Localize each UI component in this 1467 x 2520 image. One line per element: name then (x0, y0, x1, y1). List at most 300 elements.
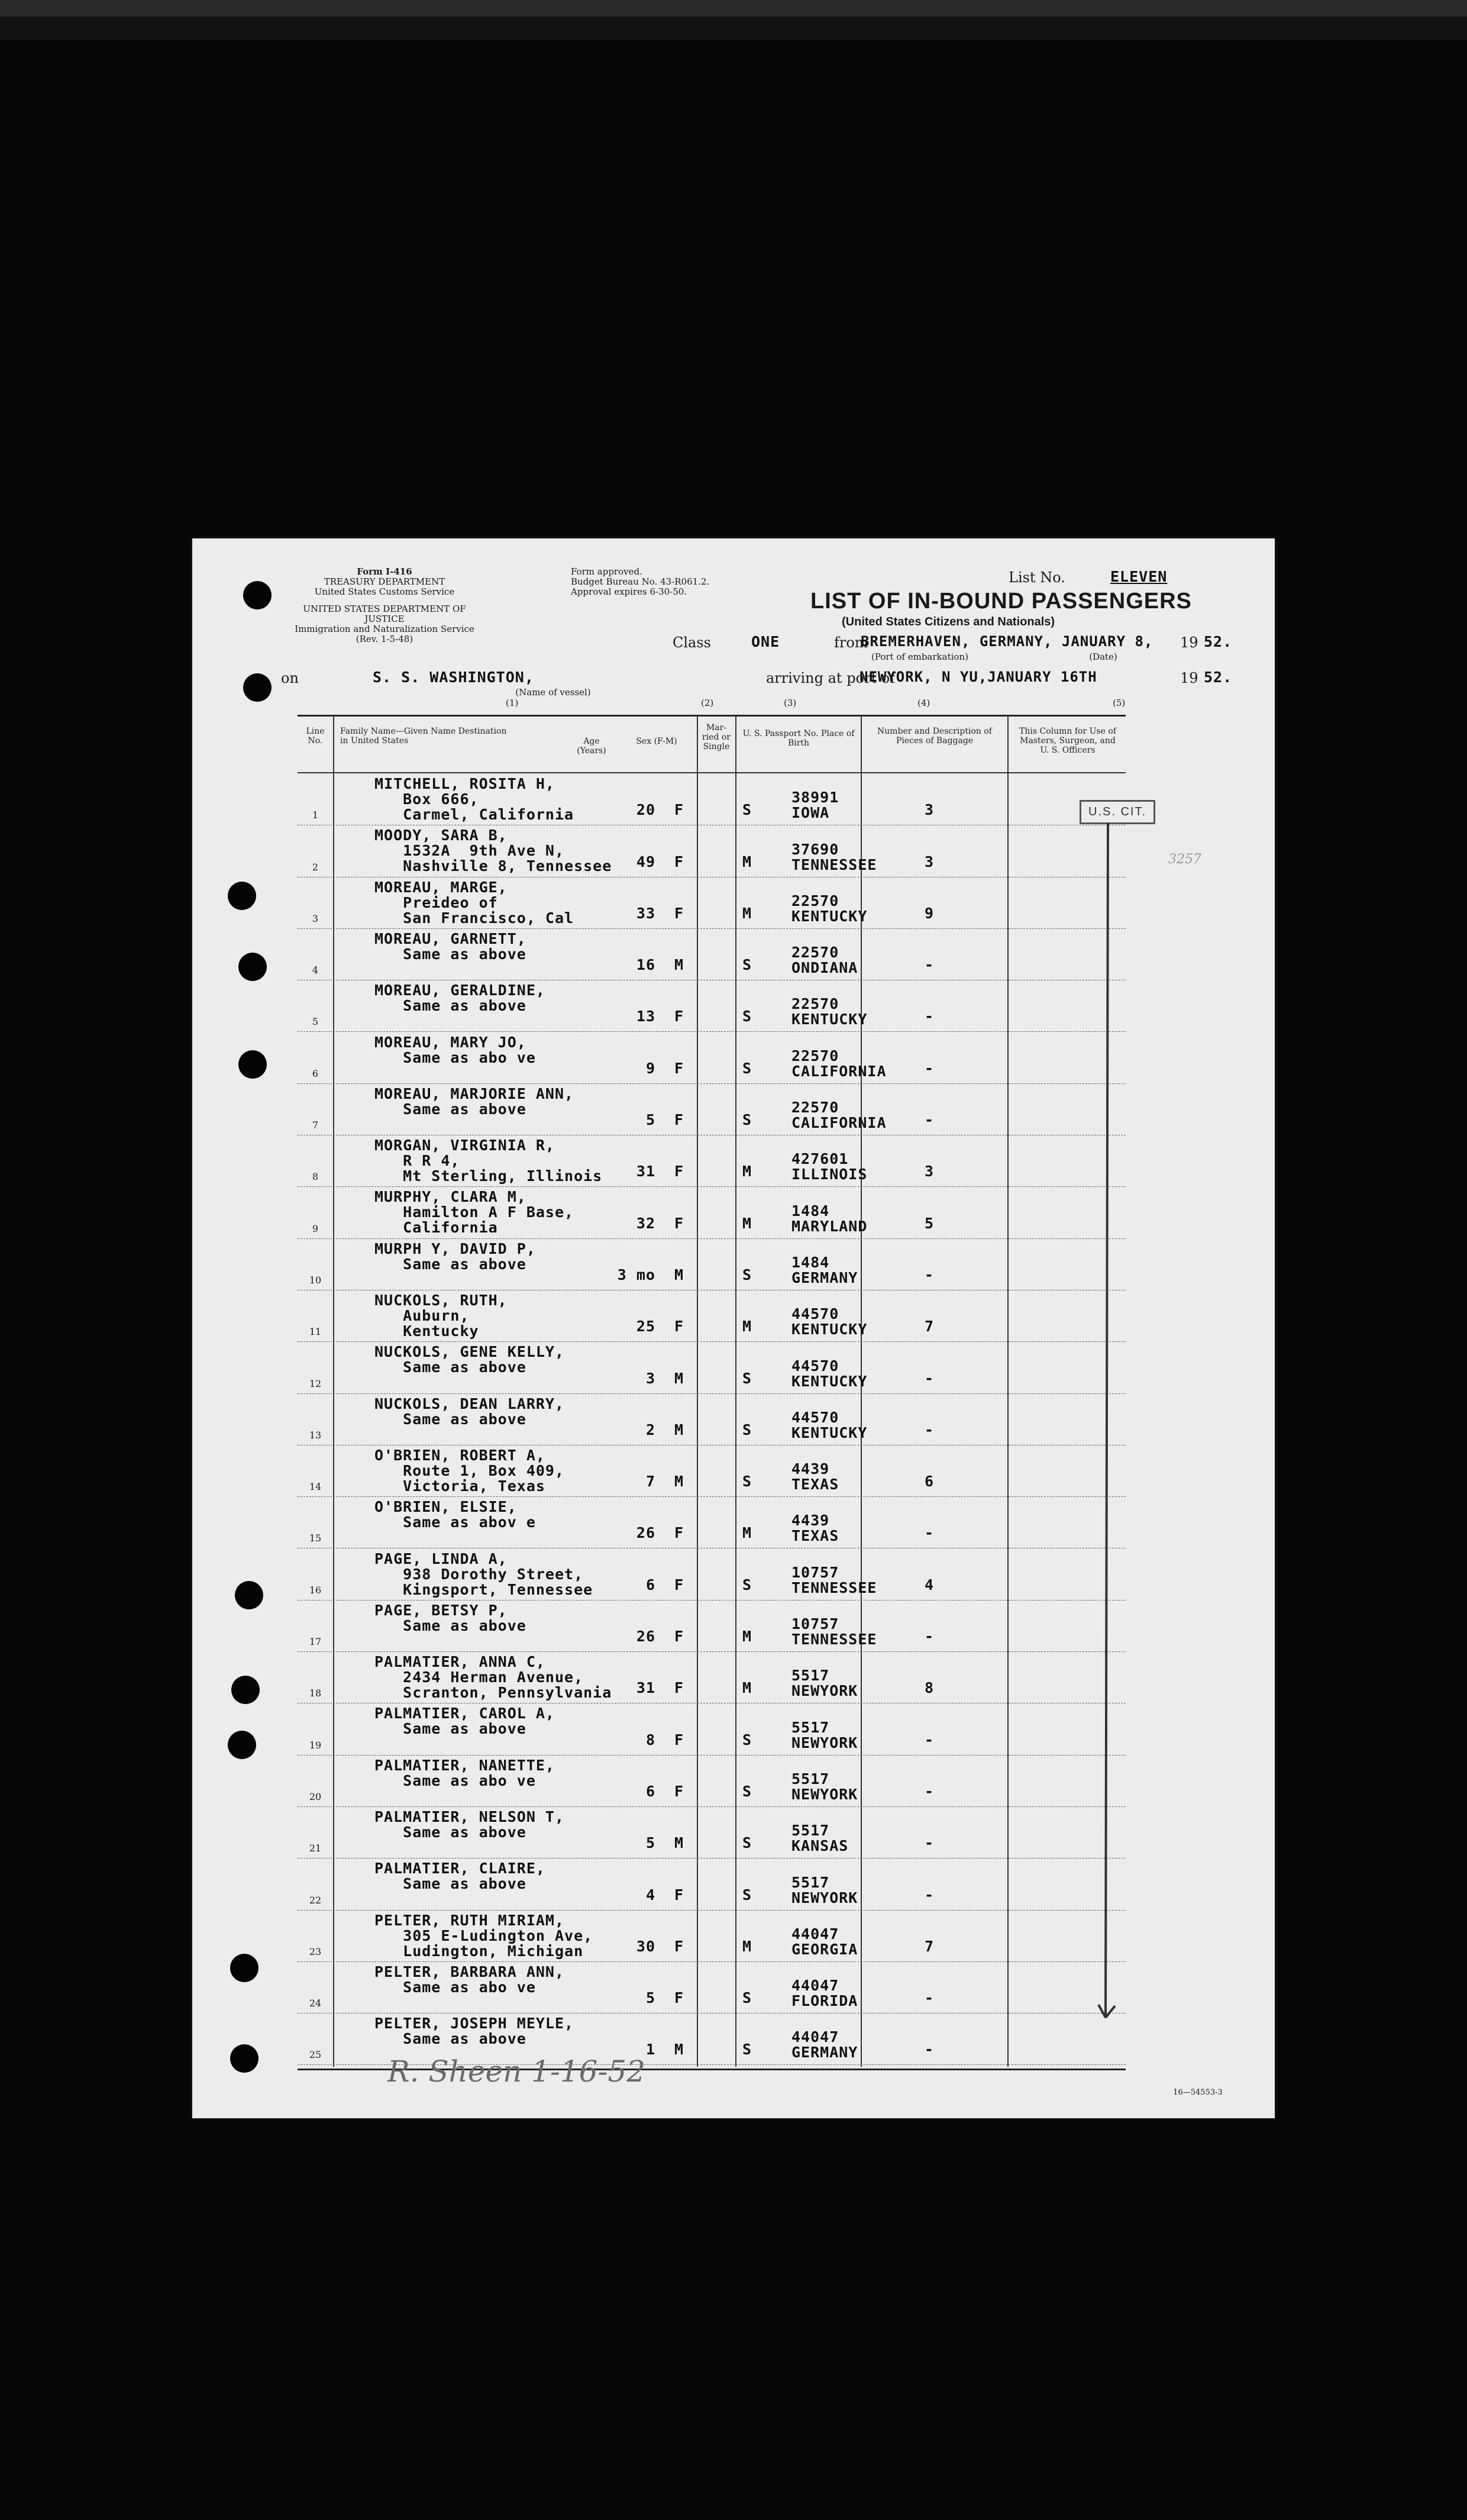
passport-number: 1484 (791, 1253, 830, 1271)
passport-number: 22570 (791, 944, 839, 961)
passenger-name: PELTER, JOSEPH MEYLE, Same as above (374, 2015, 574, 2048)
passport-cell (765, 1410, 889, 1441)
punch-hole (243, 673, 272, 702)
passport-cell (765, 1720, 889, 1751)
passport-number: 38991 (791, 789, 839, 806)
table-row (298, 1911, 1126, 1962)
baggage-count: 7 (924, 1318, 935, 1335)
passenger-name: MOREAU, MARJORIE ANN, Same as above (374, 1085, 574, 1118)
vessel-caption: (Name of vessel) (515, 687, 591, 698)
baggage-count: 3 (924, 853, 935, 870)
line-number: 18 (309, 1687, 322, 1699)
baggage-count: - (924, 1989, 935, 2007)
passenger-sex: F (674, 1214, 684, 1232)
passenger-sex: F (674, 853, 684, 870)
passenger-age: 3 mo (617, 1266, 655, 1283)
passenger-age: 1 (645, 2041, 655, 2058)
passenger-sex: M (674, 1834, 684, 1852)
passenger-name: MURPHY, CLARA M, Hamilton A F Base, California (374, 1188, 574, 1237)
place-of-birth: CALIFORNIA (791, 1062, 887, 1080)
date-caption: (Date) (1089, 651, 1117, 662)
punch-hole (231, 1676, 260, 1704)
place-of-birth: ONDIANA (791, 959, 858, 977)
line-number: 2 (312, 861, 319, 873)
scan-top-edge (0, 0, 1467, 17)
place-of-birth: NEWYORK (791, 1889, 858, 1906)
passport-number: 4439 (791, 1460, 830, 1478)
manifest-page (192, 538, 1275, 2118)
passport-number: 5517 (791, 1718, 830, 1736)
marital-status: M (742, 1524, 752, 1542)
place-of-birth: NEWYORK (791, 1734, 858, 1751)
place-of-birth: TENNESSEE (791, 1579, 877, 1596)
baggage-count: - (924, 1369, 935, 1387)
passport-number: 44570 (791, 1408, 839, 1426)
ins-service: Immigration and Naturalization Service (295, 624, 474, 634)
line-number: 21 (309, 1843, 322, 1854)
table-row (298, 1807, 1126, 1858)
place-of-birth: ILLINOIS (791, 1166, 868, 1183)
line-number: 22 (309, 1894, 322, 1906)
passenger-sex: F (674, 1163, 684, 1180)
table-row (298, 1962, 1126, 2014)
table-row (298, 825, 1126, 877)
marital-status: M (742, 1628, 752, 1645)
place-of-birth: NEWYORK (791, 1682, 858, 1700)
line-number: 20 (309, 1790, 322, 1802)
inspector-signature: R. Sheen 1-16-52 (387, 2054, 646, 2089)
marital-status: M (742, 1937, 752, 1955)
marital-status: S (742, 801, 752, 819)
passport-number: 1484 (791, 1202, 830, 1219)
passenger-name: O'BRIEN, ROBERT A, Route 1, Box 409, Victoria, Texas (374, 1446, 565, 1495)
line-number: 25 (309, 2049, 322, 2061)
passenger-age: 3 (645, 1369, 655, 1387)
line-number: 9 (312, 1222, 319, 1234)
line-number: 12 (309, 1377, 322, 1389)
class-value: ONE (751, 633, 780, 650)
arrive-year: 52. (1204, 669, 1233, 686)
line-number: 24 (309, 1998, 322, 2009)
passenger-name: PAGE, BETSY P, Same as above (374, 1601, 526, 1634)
line-number: 7 (312, 1119, 319, 1131)
place-of-birth: FLORIDA (791, 1992, 858, 2010)
place-of-birth: GERMANY (791, 1269, 858, 1286)
col-num-5: (5) (1113, 698, 1126, 708)
justice-dept: UNITED STATES DEPARTMENT OF JUSTICE (303, 604, 466, 624)
marginal-note: 3257 (1168, 852, 1201, 867)
passport-cell (765, 1203, 889, 1234)
passenger-sex: F (674, 1886, 684, 1903)
header-age: Age (Years) (577, 737, 606, 756)
customs-service: United States Customs Service (314, 586, 455, 597)
passenger-age: 13 (636, 1008, 655, 1025)
passenger-age: 4 (645, 1886, 655, 1903)
baggage-count: - (924, 1731, 935, 1748)
treasury-dept: TREASURY DEPARTMENT (324, 576, 445, 587)
table-row (298, 1394, 1126, 1445)
baggage-count: 6 (924, 1473, 935, 1490)
line-number: 14 (309, 1481, 322, 1493)
line-number: 1 (312, 809, 319, 821)
passport-number: 44047 (791, 1977, 839, 1995)
place-of-birth: NEWYORK (791, 1785, 858, 1803)
line-number: 5 (312, 1016, 319, 1028)
place-of-birth: GEORGIA (791, 1940, 858, 1958)
passenger-sex: F (674, 1111, 684, 1129)
passport-number: 427601 (791, 1150, 849, 1168)
passenger-name: PELTER, RUTH MIRIAM, 305 E-Ludington Ave, Ludington, Michigan (374, 1911, 593, 1960)
passenger-age: 49 (636, 853, 655, 870)
passenger-sex: F (674, 904, 684, 922)
line-number: 19 (309, 1739, 322, 1751)
place-of-birth: KENTUCKY (791, 1321, 868, 1338)
line-number: 10 (309, 1274, 322, 1286)
place-of-birth: TEXAS (791, 1527, 839, 1545)
table-row (298, 1342, 1126, 1393)
header-name: Family Name—Given Name Destination in United States (340, 727, 507, 746)
header-baggage: Number and Description of Pieces of Baggage (877, 727, 992, 746)
passenger-sex: F (674, 1937, 684, 1955)
passenger-sex: M (674, 956, 684, 974)
arriving-label: arriving at port of (766, 670, 896, 686)
place-of-birth: KENTUCKY (791, 1372, 868, 1390)
place-of-birth: GERMANY (791, 2044, 858, 2061)
place-of-birth: KENTUCKY (791, 907, 868, 925)
list-no-value: ELEVEN (1110, 568, 1168, 585)
passport-cell (765, 1978, 889, 2009)
baggage-count: - (924, 1782, 935, 1800)
col-num-2: (2) (701, 698, 714, 708)
passenger-age: 33 (636, 904, 655, 922)
passport-number: 22570 (791, 1099, 839, 1117)
table-row (298, 774, 1126, 825)
marital-status: S (742, 1369, 752, 1387)
passenger-sex: F (674, 1524, 684, 1542)
col-num-3: (3) (784, 698, 797, 708)
passenger-age: 9 (645, 1059, 655, 1077)
class-label: Class (673, 634, 711, 651)
passenger-age: 6 (645, 1576, 655, 1593)
baggage-count: - (924, 1111, 935, 1129)
list-no-label: List No. (1009, 569, 1065, 586)
table-row (298, 1445, 1126, 1497)
table-row (298, 1032, 1126, 1084)
passenger-sex: M (674, 1266, 684, 1283)
header-married: Mar-ried or Single (702, 723, 731, 751)
passport-cell (765, 1513, 889, 1544)
marital-status: M (742, 1214, 752, 1232)
marital-status: M (742, 904, 752, 922)
place-of-birth: IOWA (791, 804, 830, 822)
marital-status: S (742, 1731, 752, 1748)
passport-cell (765, 2029, 889, 2060)
table-row (298, 929, 1126, 980)
passport-cell (765, 1461, 889, 1492)
passport-cell (765, 1875, 889, 1906)
passenger-age: 6 (645, 1782, 655, 1800)
line-number: 8 (312, 1171, 319, 1183)
baggage-count: 4 (924, 1576, 935, 1593)
scan-top-band (0, 17, 1467, 40)
arrive-year-prefix: 19 (1180, 670, 1198, 686)
passenger-sex: F (674, 1989, 684, 2007)
from-year-prefix: 19 (1180, 634, 1198, 651)
passport-number: 44570 (791, 1305, 839, 1323)
table-row (298, 1239, 1126, 1290)
from-year: 52. (1204, 633, 1233, 650)
passenger-age: 25 (636, 1318, 655, 1335)
port-embarkation-caption: (Port of embarkation) (871, 651, 968, 662)
passport-cell (765, 1151, 889, 1182)
passenger-age: 20 (636, 801, 655, 819)
passport-number: 37690 (791, 840, 839, 858)
approval-block (571, 567, 725, 597)
passport-cell (765, 1306, 889, 1337)
vessel-name: S. S. WASHINGTON, (373, 669, 534, 686)
marital-status: S (742, 1576, 752, 1593)
passport-cell (765, 1772, 889, 1802)
approval-expires: Approval expires 6-30-50. (571, 586, 687, 597)
passenger-sex: F (674, 1059, 684, 1077)
marital-status: S (742, 1059, 752, 1077)
baggage-count: 9 (924, 904, 935, 922)
passport-number: 5517 (791, 1822, 830, 1840)
marital-status: M (742, 853, 752, 870)
passenger-sex: F (674, 1576, 684, 1593)
marital-status: S (742, 1008, 752, 1025)
punch-hole (238, 953, 267, 981)
passenger-age: 32 (636, 1214, 655, 1232)
punch-hole (228, 882, 256, 910)
marital-status: S (742, 1886, 752, 1903)
line-number: 16 (309, 1584, 322, 1596)
page-title: LIST OF IN-BOUND PASSENGERS (810, 589, 1192, 614)
form-approved: Form approved. (571, 566, 642, 577)
form-number: Form I-416 (357, 566, 412, 577)
passenger-age: 31 (636, 1679, 655, 1697)
passport-number: 22570 (791, 892, 839, 909)
place-of-birth: TENNESSEE (791, 856, 877, 873)
passenger-name: MOREAU, GERALDINE, Same as above (374, 982, 545, 1015)
budget-bureau: Budget Bureau No. 43-R061.2. (571, 576, 710, 587)
baggage-count: 7 (924, 1937, 935, 1955)
passenger-name: NUCKOLS, RUTH, Auburn, Kentucky (374, 1292, 508, 1340)
punch-hole (243, 581, 272, 609)
baggage-count: 5 (924, 1214, 935, 1232)
table-row (298, 1497, 1126, 1548)
marital-status: S (742, 1266, 752, 1283)
passport-number: 44047 (791, 1925, 839, 1943)
passenger-sex: F (674, 1628, 684, 1645)
form-agency-block (284, 567, 485, 644)
marital-status: S (742, 1782, 752, 1800)
from-value: BREMERHAVEN, GERMANY, JANUARY 8, (861, 633, 1153, 650)
passenger-name: NUCKOLS, GENE KELLY, Same as above (374, 1343, 565, 1376)
line-number: 4 (312, 964, 319, 976)
col-num-4: (4) (917, 698, 930, 708)
passenger-sex: F (674, 1731, 684, 1748)
baggage-count: 3 (924, 801, 935, 819)
passenger-age: 31 (636, 1163, 655, 1180)
passport-number: 10757 (791, 1615, 839, 1633)
table-row (298, 1703, 1126, 1755)
us-citizen-stamp: U.S. CIT. (1080, 800, 1155, 824)
passport-cell (765, 1359, 889, 1389)
place-of-birth: TENNESSEE (791, 1631, 877, 1648)
baggage-count: - (924, 1524, 935, 1542)
baggage-count: 3 (924, 1163, 935, 1180)
table-row (298, 980, 1126, 1032)
from-label: from (834, 634, 868, 651)
baggage-count: - (924, 2041, 935, 2058)
marital-status: M (742, 1318, 752, 1335)
passenger-age: 5 (645, 1834, 655, 1852)
table-row (298, 877, 1126, 929)
passenger-name: MORGAN, VIRGINIA R, R R 4, Mt Sterling, Illinois (374, 1137, 603, 1185)
marital-status: S (742, 2041, 752, 2058)
place-of-birth: KANSAS (791, 1837, 849, 1855)
passport-number: 5517 (791, 1667, 830, 1685)
line-number: 15 (309, 1532, 322, 1544)
place-of-birth: KENTUCKY (791, 1011, 868, 1028)
passport-cell (765, 842, 889, 873)
passport-number: 22570 (791, 995, 839, 1013)
passport-number: 44570 (791, 1357, 839, 1374)
passenger-name: MOREAU, MARGE, Preideo of San Francisco, Cal (374, 878, 574, 927)
header-passport: U. S. Passport No. Place of Birth (742, 729, 855, 748)
line-number: 23 (309, 1945, 322, 1957)
baggage-count: 8 (924, 1679, 935, 1697)
passenger-name: PELTER, BARBARA ANN, Same as abo ve (374, 1963, 565, 1996)
verification-arrow (1097, 822, 1121, 2029)
passport-number: 10757 (791, 1563, 839, 1581)
passenger-name: MURPH Y, DAVID P, Same as above (374, 1240, 536, 1273)
passenger-name: PALMATIER, CLAIRE, Same as above (374, 1860, 545, 1893)
baggage-count: - (924, 1834, 935, 1852)
passport-cell (765, 1616, 889, 1647)
on-label: on (281, 670, 299, 686)
line-number: 3 (312, 912, 319, 924)
punch-hole (230, 1954, 258, 1982)
passport-cell (765, 1668, 889, 1699)
line-number: 6 (312, 1067, 319, 1079)
passenger-sex: M (674, 1421, 684, 1438)
passenger-sex: F (674, 1679, 684, 1697)
passenger-name: PAGE, LINDA A, 938 Dorothy Street, Kingsport, Tennessee (374, 1550, 593, 1598)
passenger-age: 2 (645, 1421, 655, 1438)
place-of-birth: KENTUCKY (791, 1424, 868, 1441)
form-revision: (Rev. 1-5-48) (356, 634, 413, 644)
passport-cell (765, 1565, 889, 1596)
table-row (298, 1084, 1126, 1135)
passenger-sex: M (674, 1473, 684, 1490)
passport-cell (765, 1100, 889, 1131)
place-of-birth: CALIFORNIA (791, 1114, 887, 1132)
table-row (298, 1187, 1126, 1238)
passenger-name: PALMATIER, CAROL A, Same as above (374, 1705, 555, 1738)
passport-cell (765, 1927, 889, 1957)
header-officers: This Column for Use of Masters, Surgeon, and U. S. Officers (1019, 727, 1116, 755)
passport-number: 5517 (791, 1873, 830, 1891)
passenger-age: 5 (645, 1989, 655, 2007)
passport-cell (765, 893, 889, 924)
table-row (298, 1858, 1126, 1910)
passport-number: 4439 (791, 1512, 830, 1530)
passenger-age: 26 (636, 1628, 655, 1645)
passport-number: 22570 (791, 1047, 839, 1064)
passport-number: 44047 (791, 2028, 839, 2046)
passport-number: 5517 (791, 1770, 830, 1787)
passenger-sex: M (674, 1369, 684, 1387)
passenger-age: 30 (636, 1937, 655, 1955)
table-row (298, 1601, 1126, 1652)
passenger-sex: M (674, 2041, 684, 2058)
arriving-port: NEWYORK, N YU,JANUARY 16TH (859, 669, 1097, 685)
marital-status: S (742, 1421, 752, 1438)
line-number: 13 (309, 1429, 322, 1441)
table-row (298, 1549, 1126, 1601)
passenger-age: 16 (636, 956, 655, 974)
passenger-name: MOREAU, GARNETT, Same as above (374, 930, 526, 963)
form-footer-code: 16—54553-3 (1173, 2088, 1223, 2097)
header-sex: Sex (F-M) (636, 737, 677, 746)
baggage-count: - (924, 1886, 935, 1903)
passport-cell (765, 1823, 889, 1854)
passport-cell (765, 945, 889, 976)
passenger-name: MOODY, SARA B, 1532A 9th Ave N, Nashville 8, Tennessee (374, 827, 612, 875)
passport-cell (765, 1048, 889, 1079)
marital-status: S (742, 1473, 752, 1490)
header-rule (298, 772, 1126, 773)
baggage-count: - (924, 1421, 935, 1438)
baggage-count: - (924, 1628, 935, 1645)
punch-hole (230, 2044, 258, 2073)
passport-cell (765, 996, 889, 1027)
marital-status: M (742, 1679, 752, 1697)
baggage-count: - (924, 1059, 935, 1077)
place-of-birth: TEXAS (791, 1476, 839, 1493)
passenger-age: 26 (636, 1524, 655, 1542)
line-number: 17 (309, 1636, 322, 1648)
passenger-sex: F (674, 1008, 684, 1025)
passport-cell (765, 790, 889, 821)
passenger-sex: F (674, 1318, 684, 1335)
header-line-no: Line No. (306, 727, 325, 746)
passenger-name: NUCKOLS, DEAN LARRY, Same as above (374, 1395, 565, 1428)
table-row (298, 1652, 1126, 1703)
passenger-name: MITCHELL, ROSITA H, Box 666, Carmel, California (374, 775, 574, 823)
passenger-name: PALMATIER, ANNA C, 2434 Herman Avenue, Scranton, Pennsylvania (374, 1653, 612, 1702)
passenger-name: MOREAU, MARY JO, Same as abo ve (374, 1033, 536, 1066)
page-subtitle: (United States Citizens and Nationals) (842, 615, 1055, 628)
baggage-count: - (924, 1266, 935, 1283)
passenger-name: PALMATIER, NANETTE, Same as abo ve (374, 1756, 555, 1789)
marital-status: S (742, 1111, 752, 1129)
baggage-count: - (924, 1008, 935, 1025)
line-number: 11 (309, 1326, 322, 1338)
table-row (298, 1290, 1126, 1342)
marital-status: M (742, 1163, 752, 1180)
passenger-sex: F (674, 1782, 684, 1800)
passenger-age: 8 (645, 1731, 655, 1748)
punch-hole (238, 1050, 267, 1079)
passenger-name: O'BRIEN, ELSIE, Same as abov e (374, 1498, 536, 1531)
table-row (298, 1756, 1126, 1807)
place-of-birth: MARYLAND (791, 1217, 868, 1235)
baggage-count: - (924, 956, 935, 974)
marital-status: S (742, 956, 752, 974)
